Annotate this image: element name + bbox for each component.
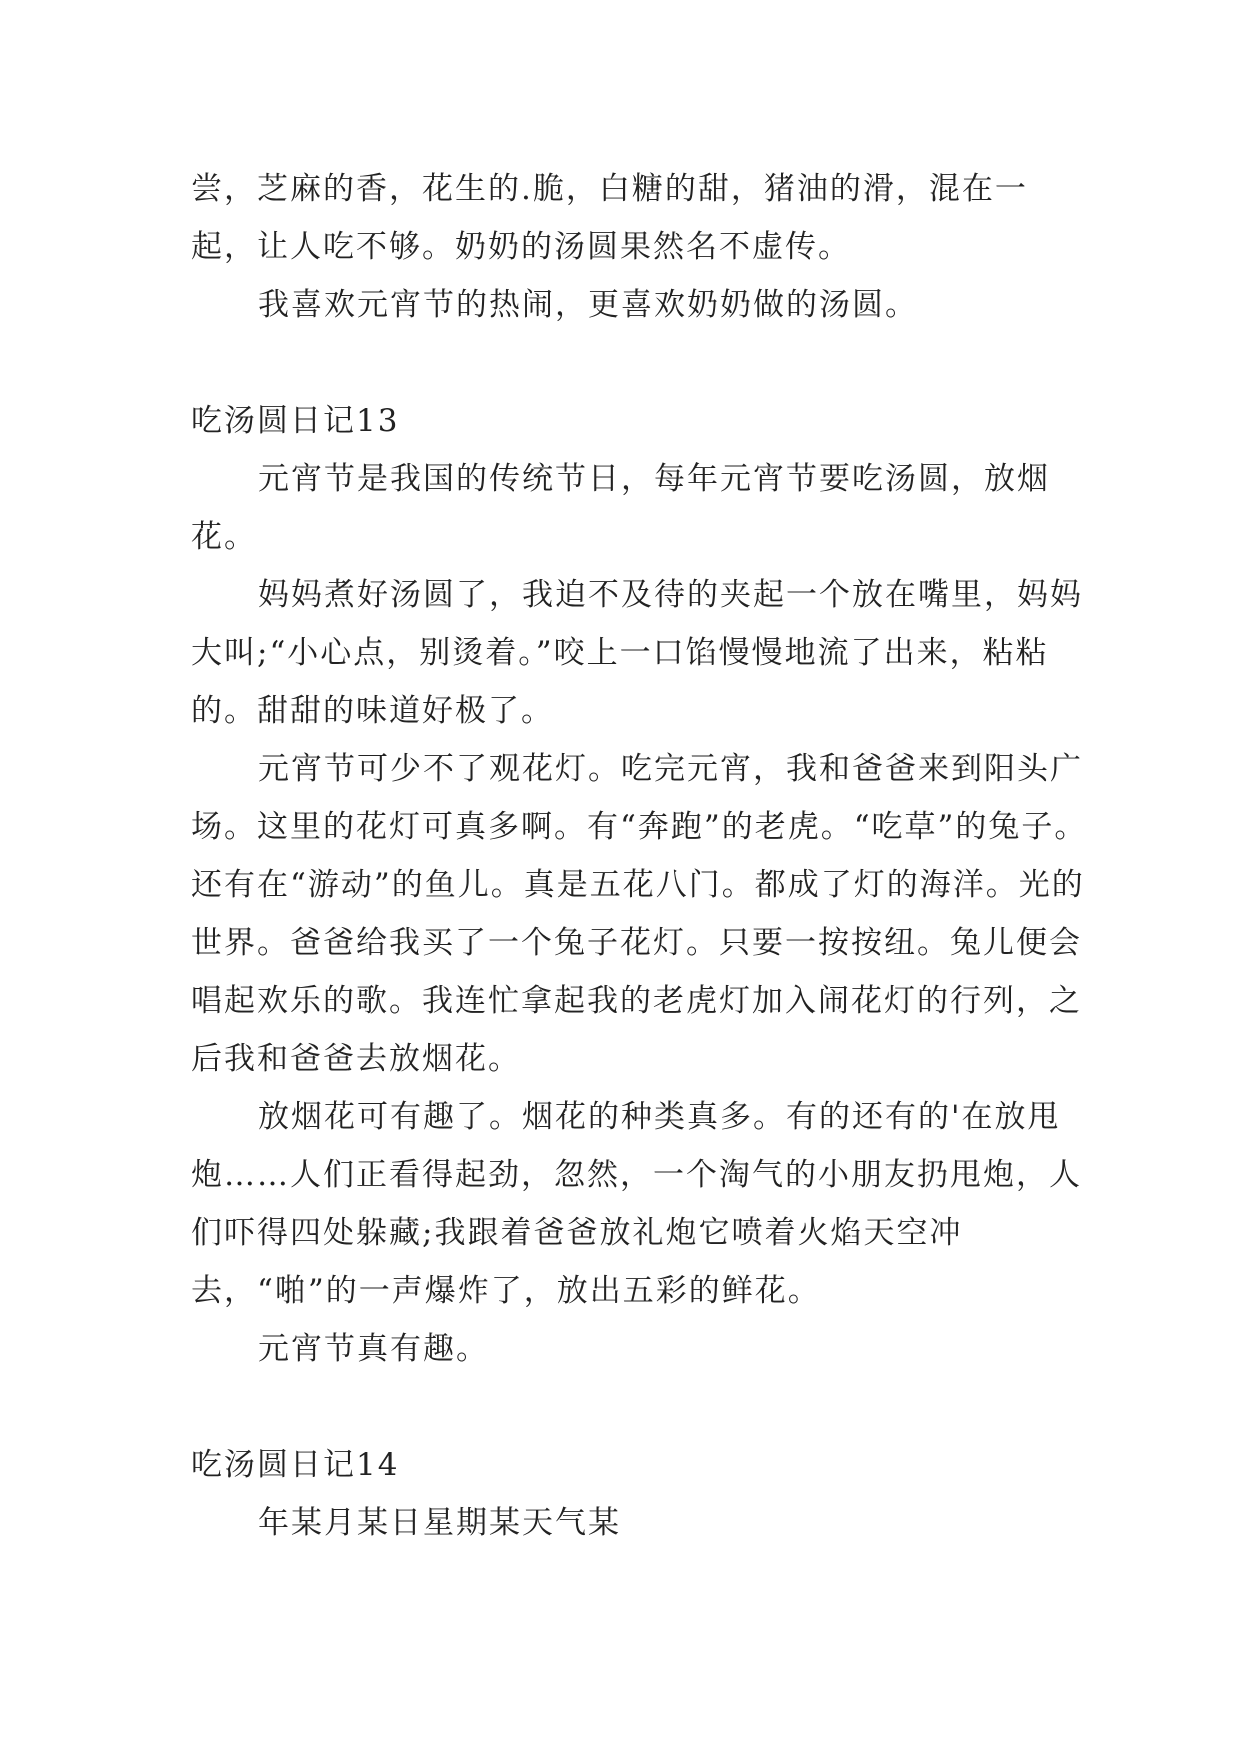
closing-paragraph: 我喜欢元宵节的热闹，更喜欢奶奶做的汤圆。 — [258, 287, 918, 323]
section-spacer — [191, 334, 1091, 392]
document-body — [191, 160, 1091, 1552]
section-title-14: 吃汤圆日记14 — [191, 1447, 400, 1483]
section-13-paragraph-2: 妈妈煮好汤圆了，我迫不及待的夹起一个放在嘴里，妈妈大叫;“小心点，别烫着。”咬上一口馅慢慢地流了出来，粘粘的。甜甜的味道好极了。 — [191, 577, 1083, 729]
section-13-paragraph-3: 元宵节可少不了观花灯。吃完元宵，我和爸爸来到阳头广场。这里的花灯可真多啊。有“奔跑”的老虎。“吃草”的兔子。还有在“游动”的鱼儿。真是五花八门。都成了灯的海洋。光的世界。爸爸给我买了一个兔子花灯。只要一按按纽。兔儿便会唱起欢乐的歌。我连忙拿起我的老虎灯加入闹花灯的行列，之后我和爸爸去放烟花。 — [191, 751, 1088, 1077]
section-13-paragraph-1: 元宵节是我国的传统节日，每年元宵节要吃汤圆，放烟花。 — [191, 461, 1050, 555]
section-14-paragraph-1: 年某月某日星期某天气某 — [258, 1505, 621, 1541]
section-13-paragraph-5: 元宵节真有趣。 — [258, 1331, 489, 1367]
section-13-paragraph-4: 放烟花可有趣了。烟花的种类真多。有的还有的'在放甩炮……人们正看得起劲，忽然，一个淘气的小朋友扔甩炮，人们吓得四处躲藏;我跟着爸爸放礼炮它喷着火焰天空冲去，“啪”的一声爆炸了，放出五彩的鲜花。 — [191, 1099, 1082, 1309]
continued-paragraph: 尝，芝麻的香，花生的.脆，白糖的甜，猪油的滑，混在一起，让人吃不够。奶奶的汤圆果然名不虚传。 — [191, 171, 1028, 265]
section-title-13: 吃汤圆日记13 — [191, 403, 400, 439]
section-spacer — [191, 1378, 1091, 1436]
